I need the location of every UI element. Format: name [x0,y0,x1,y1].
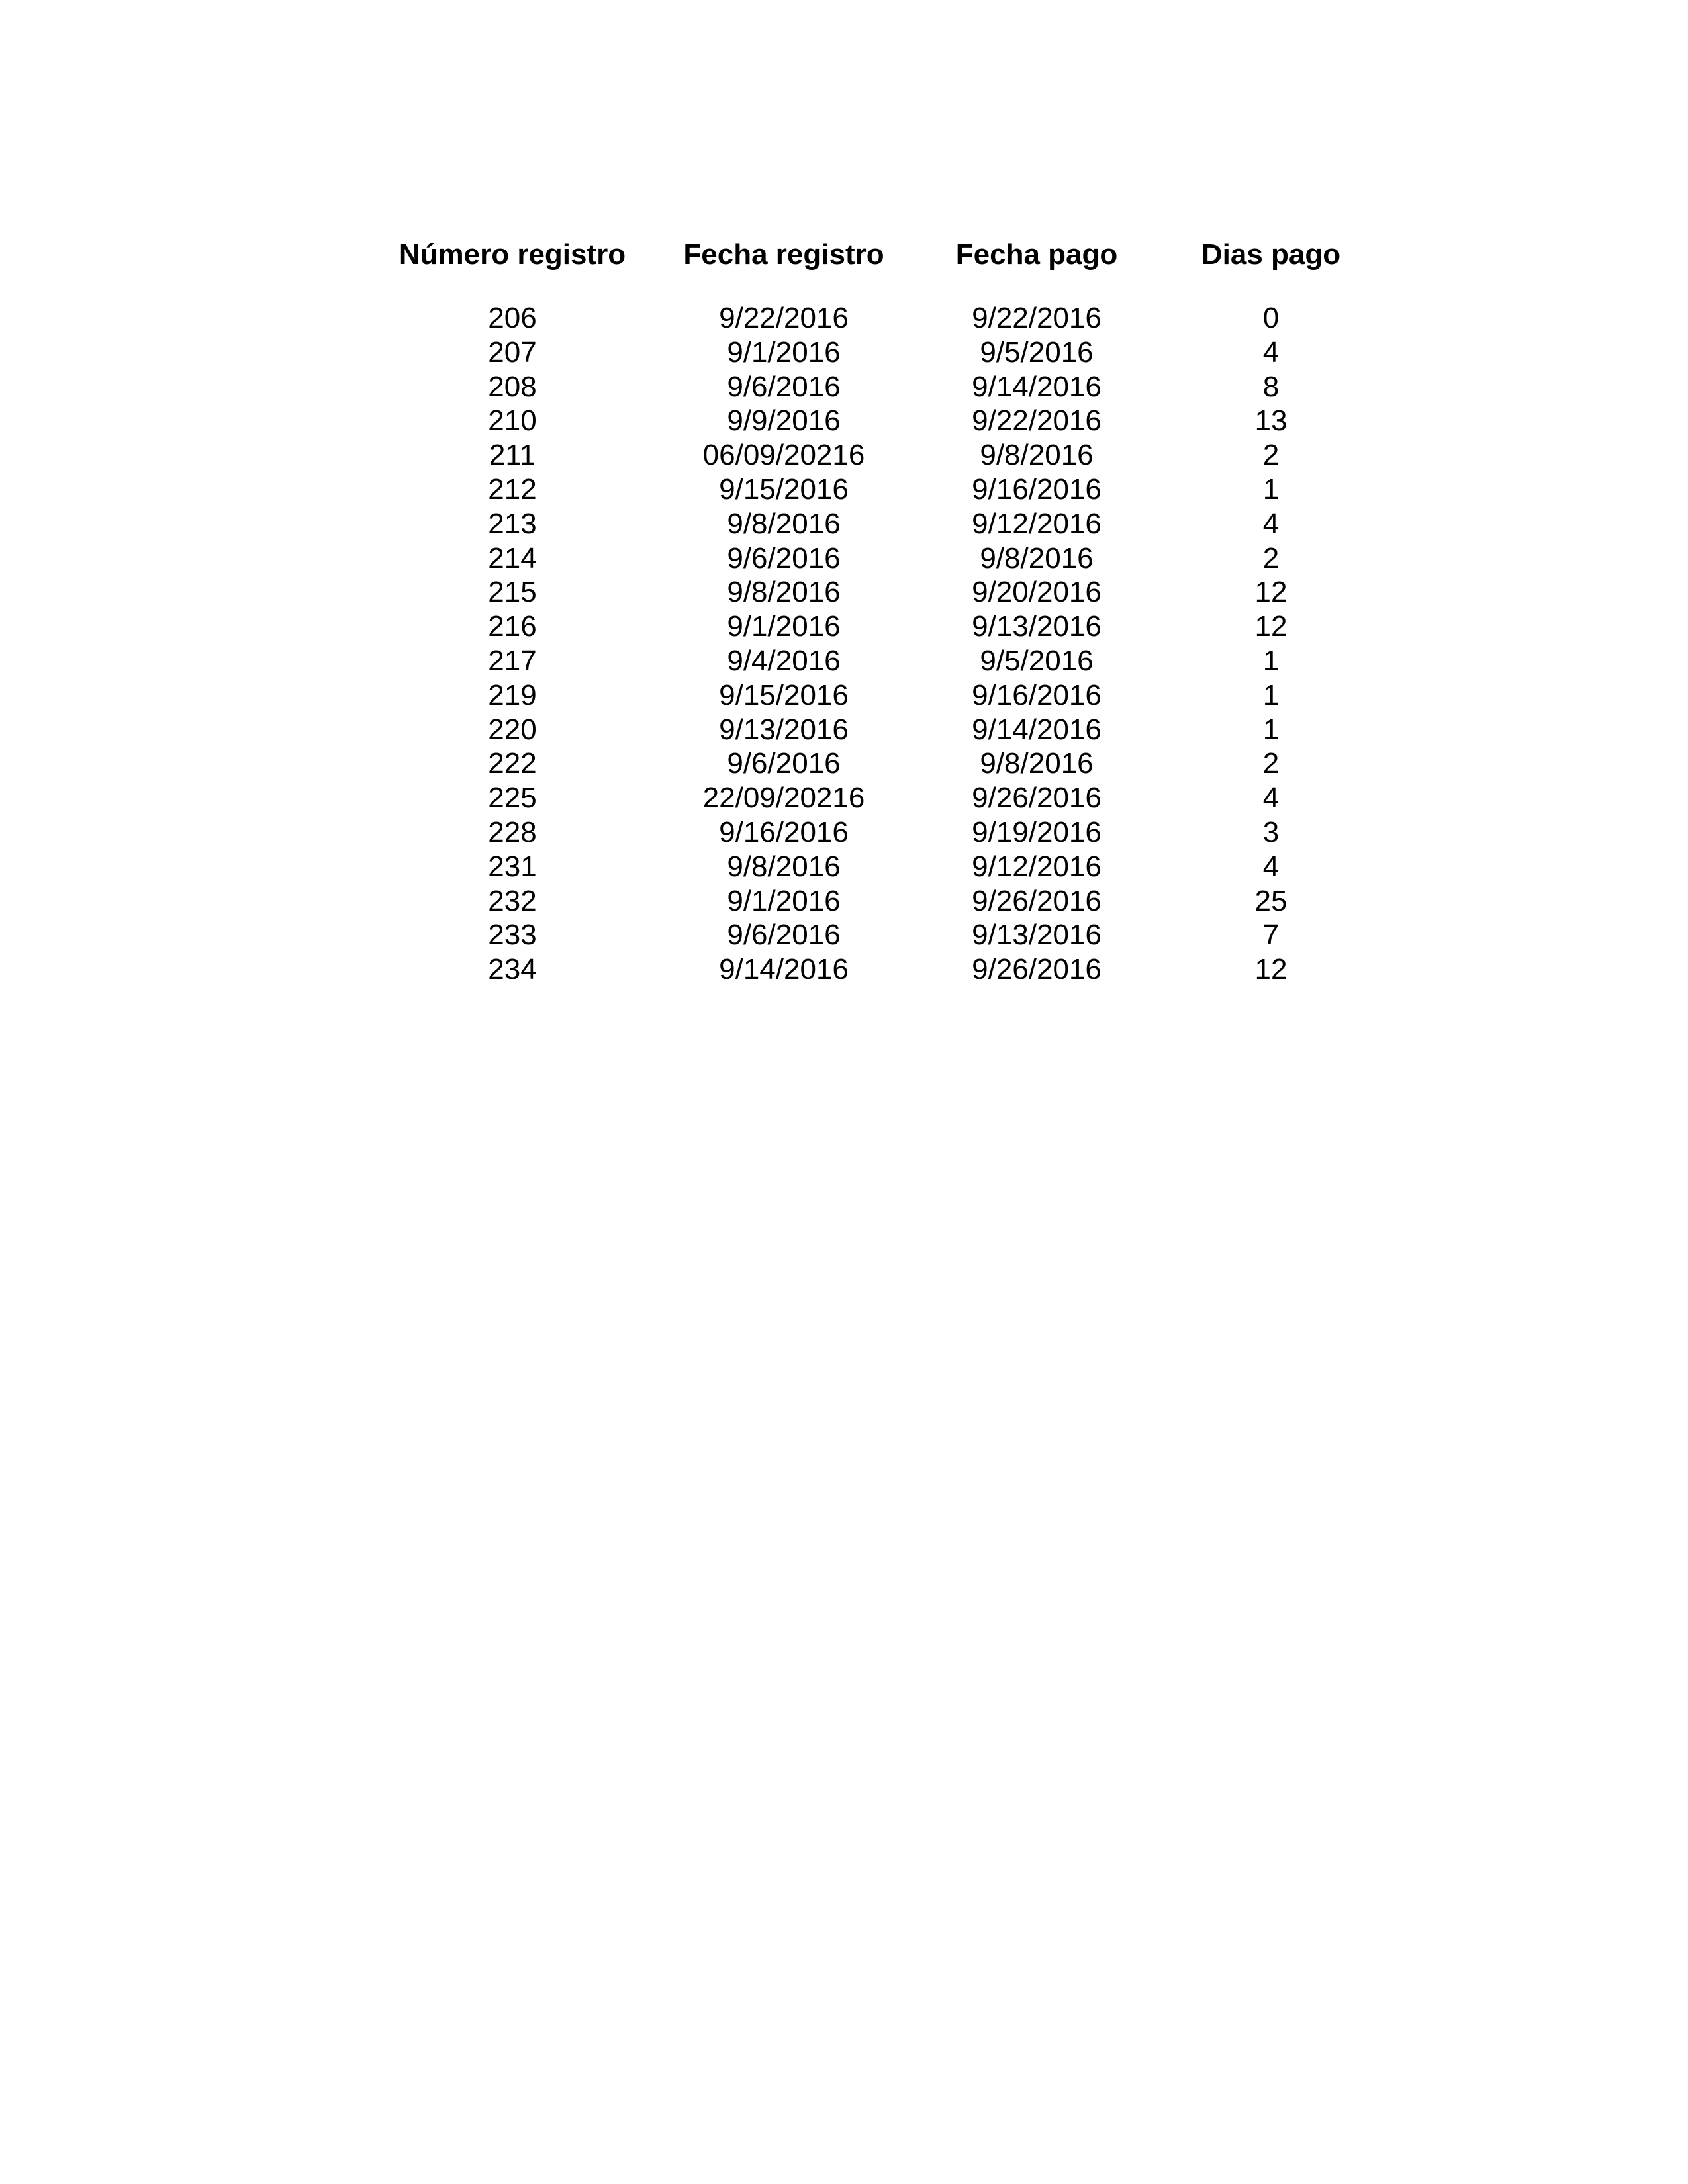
cell-fecha-pago: 9/14/2016 [972,370,1102,403]
cell-fecha-registro: 22/09/20216 [702,782,865,815]
cell-fecha-pago: 9/26/2016 [972,953,1102,986]
cell-fecha-pago: 9/16/2016 [972,473,1102,506]
cell-dias-pago: 4 [1262,336,1280,369]
cell-fecha-registro: 9/4/2016 [727,644,841,677]
cell-dias-pago: 7 [1262,919,1280,952]
cell-dias-pago: 2 [1262,439,1280,472]
table-header-row [0,235,1688,275]
cell-dias-pago: 25 [1254,884,1288,917]
cell-dias-pago: 4 [1262,507,1280,540]
cell-dias-pago: 2 [1262,541,1280,574]
table-row [0,713,1688,747]
cell-fecha-pago: 9/8/2016 [980,439,1094,472]
table-row [0,507,1688,541]
cell-fecha-registro: 9/16/2016 [719,815,849,848]
cell-dias-pago: 12 [1254,953,1288,986]
cell-fecha-pago: 9/13/2016 [972,919,1102,952]
cell-fecha-pago: 9/16/2016 [972,678,1102,711]
table-row [0,678,1688,713]
cell-fecha-registro: 9/1/2016 [727,884,841,917]
cell-fecha-registro: 9/1/2016 [727,610,841,643]
cell-numero-registro: 206 [488,302,537,334]
cell-fecha-registro: 9/1/2016 [727,336,841,369]
cell-numero-registro: 208 [488,370,537,403]
cell-numero-registro: 220 [488,713,537,746]
cell-dias-pago: 0 [1262,302,1280,334]
table-row [0,815,1688,850]
cell-dias-pago: 2 [1262,747,1280,780]
cell-fecha-registro: 9/8/2016 [727,507,841,540]
cell-fecha-pago: 9/14/2016 [972,713,1102,746]
table-row [0,610,1688,644]
cell-fecha-registro: 9/6/2016 [727,541,841,574]
cell-numero-registro: 215 [488,576,537,609]
cell-numero-registro: 212 [488,473,537,506]
cell-fecha-registro: 9/8/2016 [727,576,841,609]
cell-fecha-pago: 9/8/2016 [980,541,1094,574]
cell-fecha-pago: 9/12/2016 [972,850,1102,883]
cell-fecha-pago: 9/12/2016 [972,507,1102,540]
cell-numero-registro: 207 [488,336,537,369]
table-row [0,404,1688,438]
cell-numero-registro: 219 [488,678,537,711]
table-row [0,370,1688,404]
cell-numero-registro: 210 [488,404,537,437]
table-row [0,575,1688,610]
table-row [0,747,1688,781]
cell-dias-pago: 1 [1262,678,1280,711]
table-body [0,301,1688,987]
cell-fecha-registro: 9/6/2016 [727,370,841,403]
cell-fecha-pago: 9/26/2016 [972,782,1102,815]
cell-dias-pago: 4 [1262,850,1280,883]
header-dias-pago: Dias pago [1201,238,1341,271]
cell-fecha-pago: 9/20/2016 [972,576,1102,609]
cell-numero-registro: 234 [488,953,537,986]
header-numero-registro: Número registro [399,238,626,271]
table-row [0,850,1688,884]
table-row [0,644,1688,678]
cell-fecha-registro: 9/8/2016 [727,850,841,883]
cell-fecha-registro: 9/14/2016 [719,953,849,986]
cell-fecha-registro: 9/15/2016 [719,678,849,711]
cell-dias-pago: 1 [1262,713,1280,746]
cell-fecha-registro: 06/09/20216 [702,439,865,472]
cell-fecha-pago: 9/19/2016 [972,815,1102,848]
cell-dias-pago: 1 [1262,644,1280,677]
table-row [0,438,1688,473]
cell-numero-registro: 222 [488,747,537,780]
header-spacer [0,275,1688,301]
cell-fecha-pago: 9/22/2016 [972,302,1102,334]
table-row [0,952,1688,987]
cell-numero-registro: 228 [488,815,537,848]
cell-fecha-registro: 9/22/2016 [719,302,849,334]
cell-fecha-registro: 9/15/2016 [719,473,849,506]
cell-fecha-pago: 9/5/2016 [980,644,1094,677]
cell-numero-registro: 231 [488,850,537,883]
cell-numero-registro: 225 [488,782,537,815]
cell-fecha-registro: 9/6/2016 [727,747,841,780]
table-row [0,918,1688,952]
cell-numero-registro: 213 [488,507,537,540]
cell-fecha-pago: 9/8/2016 [980,747,1094,780]
table-row [0,541,1688,576]
cell-numero-registro: 233 [488,919,537,952]
cell-dias-pago: 12 [1254,576,1288,609]
cell-dias-pago: 13 [1254,404,1288,437]
header-fecha-pago: Fecha pago [955,238,1118,271]
cell-numero-registro: 211 [489,439,536,472]
cell-dias-pago: 1 [1262,473,1280,506]
cell-fecha-registro: 9/9/2016 [727,404,841,437]
payments-table [0,235,1688,987]
table-row [0,336,1688,370]
table-row [0,473,1688,507]
cell-numero-registro: 232 [488,884,537,917]
cell-numero-registro: 214 [488,541,537,574]
cell-fecha-pago: 9/26/2016 [972,884,1102,917]
cell-fecha-registro: 9/13/2016 [719,713,849,746]
cell-fecha-pago: 9/5/2016 [980,336,1094,369]
cell-dias-pago: 8 [1262,370,1280,403]
cell-dias-pago: 3 [1262,815,1280,848]
table-row [0,884,1688,919]
cell-dias-pago: 12 [1254,610,1288,643]
cell-fecha-registro: 9/6/2016 [727,919,841,952]
cell-numero-registro: 217 [488,644,537,677]
header-fecha-registro: Fecha registro [683,238,884,271]
table-row [0,301,1688,336]
cell-fecha-pago: 9/22/2016 [972,404,1102,437]
cell-dias-pago: 4 [1262,782,1280,815]
cell-numero-registro: 216 [488,610,537,643]
cell-fecha-pago: 9/13/2016 [972,610,1102,643]
table-row [0,781,1688,815]
